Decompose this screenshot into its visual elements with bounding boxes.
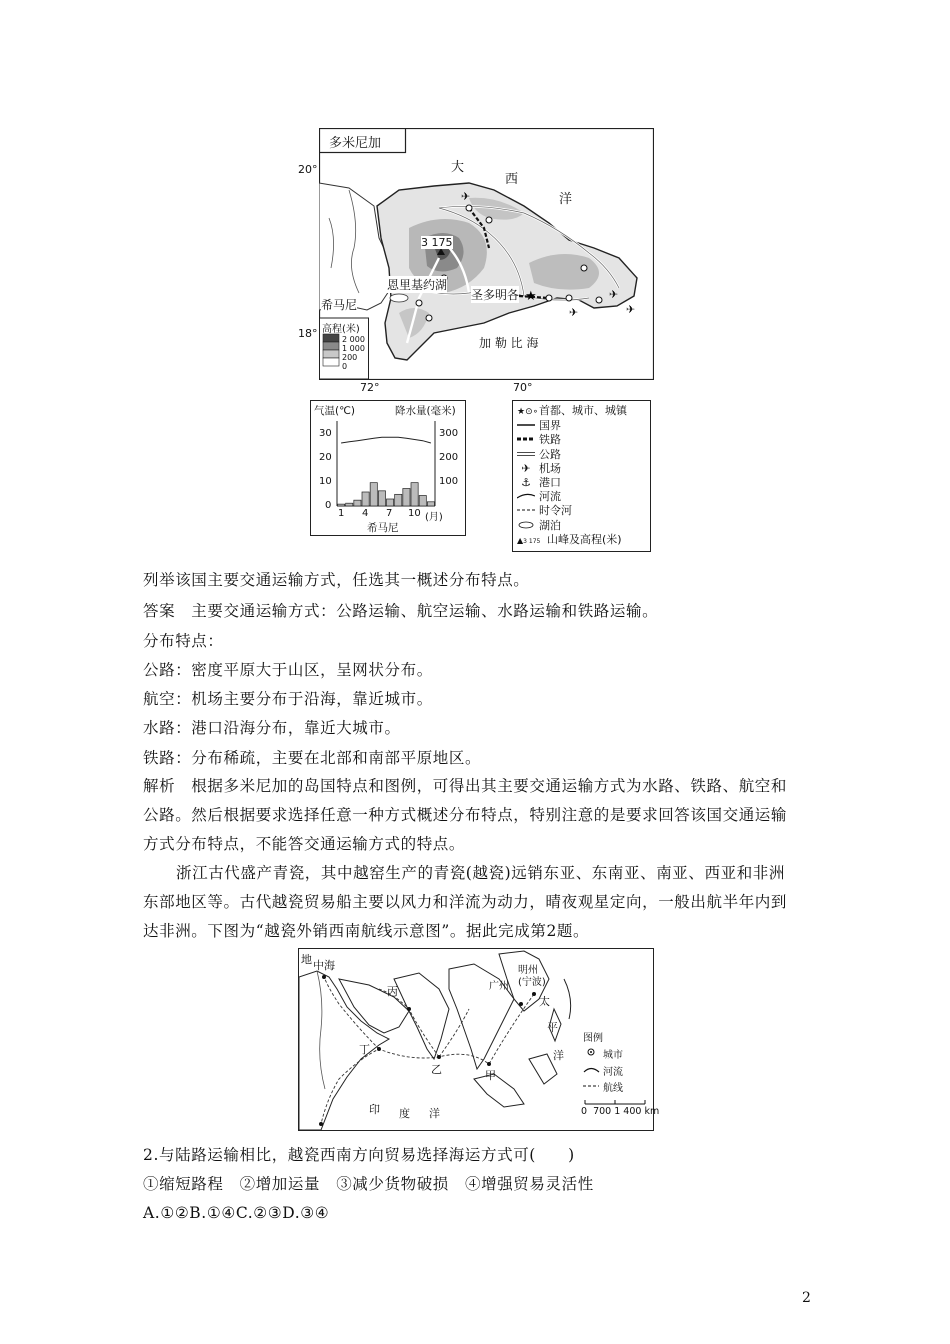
precip-bar xyxy=(346,503,353,506)
label-yang2: 洋 xyxy=(553,1049,564,1062)
legend-item xyxy=(517,533,627,549)
label-tai: 太 xyxy=(539,995,550,1008)
legend-symbol: ⚓ xyxy=(521,476,531,490)
precip-axis-label: 降水量(毫米) xyxy=(395,405,456,417)
legend-label: 时令河 xyxy=(539,504,572,518)
answer-line: 答案 主要交通运输方式：公路运输、航空运输、水路运输和铁路运输。 xyxy=(143,602,659,620)
elev-level-4: 0 xyxy=(342,362,348,371)
label-du: 度 xyxy=(399,1107,410,1120)
temp-tick-30: 30 xyxy=(319,428,332,439)
intro-line-2: 东部地区等。古代越瓷贸易船主要以风力和洋流为动力，晴夜观星定向，一般出航半年内到 xyxy=(143,893,788,911)
label-ding: 丁 xyxy=(359,1043,370,1056)
label-yin: 印 xyxy=(369,1103,380,1116)
legend-symbol: ✈ xyxy=(521,461,531,475)
precip-bar xyxy=(403,489,410,507)
elev-level-1: 2 000 xyxy=(342,335,365,344)
page-number: 2 xyxy=(802,1290,811,1306)
svg-text:✈: ✈ xyxy=(609,288,619,301)
label-yang: 洋 xyxy=(429,1107,440,1120)
elev-level-2: 1 000 xyxy=(342,344,365,353)
precip-bar xyxy=(338,504,345,506)
route-scale: 0 700 1 400 km xyxy=(581,1106,660,1117)
temp-tick-10: 10 xyxy=(319,476,332,487)
analysis-line-2: 公路。然后根据要求选择任意一种方式概述分布特点，特别注意的是要求回答该国交通运输 xyxy=(143,806,788,824)
legend-label: 首都、城市、城镇 xyxy=(539,404,627,417)
precip-bar xyxy=(362,492,369,506)
precip-tick-100: 100 xyxy=(439,476,459,487)
label-bing: 丙 xyxy=(387,985,398,998)
precip-bar xyxy=(354,500,361,506)
dist-road: 公路：密度平原大于山区，呈网状分布。 xyxy=(143,661,433,679)
precip-bar xyxy=(419,496,426,507)
legend-peak-sample: 3 175 xyxy=(523,537,541,545)
legend-label: 港口 xyxy=(539,476,561,490)
svg-text:✈: ✈ xyxy=(626,303,636,316)
month-tick-1: 1 xyxy=(338,508,345,519)
legend-symbol: ▲3 175 xyxy=(517,535,541,545)
dist-rail: 铁路：分布稀疏，主要在北部和南部平原地区。 xyxy=(143,749,482,767)
legend-label: 铁路 xyxy=(539,433,561,447)
ocean-label-1: 大 xyxy=(451,160,465,175)
analysis-line-3: 方式分布特点，不能答交通运输方式的特点。 xyxy=(143,835,466,853)
lat-label-18: 18° xyxy=(298,327,318,340)
lat-label-20: 20° xyxy=(298,163,318,176)
legend-label: 河流 xyxy=(539,490,561,504)
svg-text:✈: ✈ xyxy=(569,306,579,319)
precip-bar xyxy=(427,502,434,506)
precip-bar xyxy=(411,483,418,506)
precip-bar xyxy=(395,494,402,506)
sea-label: 加 勒 比 海 xyxy=(479,336,539,350)
precip-tick-200: 200 xyxy=(439,452,459,463)
question-2-choices: A.①②B.①④C.②③D.③④ xyxy=(143,1204,330,1222)
legend-symbol xyxy=(517,519,539,533)
station-label: 希马尼 xyxy=(367,522,399,534)
city-label: 希马尼 xyxy=(321,298,358,312)
ocean-label-3: 洋 xyxy=(559,192,573,207)
precip-bar xyxy=(370,483,377,506)
precip-bar xyxy=(387,499,394,506)
precip-tick-300: 300 xyxy=(439,428,459,439)
lon-label-70: 70° xyxy=(513,381,533,394)
temp-line xyxy=(341,437,431,443)
dist-air: 航空：机场主要分布于沿海，靠近城市。 xyxy=(143,690,433,708)
legend-symbol xyxy=(517,433,539,447)
dominican-map xyxy=(319,128,654,380)
dist-title: 分布特点： xyxy=(143,632,224,650)
month-tick-4: 4 xyxy=(362,508,369,519)
route-legend-river: 河流 xyxy=(603,1067,623,1078)
legend-item xyxy=(517,462,627,476)
month-tick-10: 10 xyxy=(408,508,421,519)
legend-label: 山峰及高程(米) xyxy=(547,532,622,546)
label-di: 地 xyxy=(301,953,312,966)
legend-symbol xyxy=(517,419,539,433)
legend-label: 国界 xyxy=(539,419,561,433)
legend-item xyxy=(517,448,627,462)
label-guangzhou: 广州 xyxy=(489,981,509,992)
capital-label: 圣多明各 xyxy=(471,288,520,302)
analysis-line-1: 解析 根据多米尼加的岛国特点和图例，可得出其主要交通运输方式为水路、铁路、航空和 xyxy=(143,777,788,795)
legend-label: 湖泊 xyxy=(539,518,561,532)
peak-label: 3 175 xyxy=(421,236,453,249)
month-unit: (月) xyxy=(425,512,443,523)
legend-symbol xyxy=(517,448,539,462)
elev-level-3: 200 xyxy=(342,353,358,362)
label-zhonghai: 中海 xyxy=(313,959,335,972)
legend-symbol xyxy=(517,490,539,504)
dist-water: 水路：港口沿海分布，靠近大城市。 xyxy=(143,719,401,737)
route-map xyxy=(298,948,660,1131)
precip-bar xyxy=(378,491,385,506)
label-yi: 乙 xyxy=(431,1063,442,1076)
legend-label: 公路 xyxy=(539,447,561,461)
map-title: 多米尼加 xyxy=(329,136,382,151)
legend-label: 机场 xyxy=(539,461,561,475)
legend-item xyxy=(517,504,627,518)
elev-legend-title: 高程(米) xyxy=(322,324,360,335)
svg-text:★: ★ xyxy=(525,289,537,304)
legend-symbol xyxy=(517,504,539,518)
climate-chart xyxy=(310,400,466,536)
legend-item xyxy=(517,433,627,447)
legend-item xyxy=(517,419,627,433)
legend-item xyxy=(517,519,627,533)
question-2-options: ①缩短路程 ②增加运量 ③减少货物破损 ④增强贸易灵活性 xyxy=(143,1175,594,1193)
temp-tick-20: 20 xyxy=(319,452,332,463)
temp-axis-label: 气温(℃) xyxy=(314,405,355,417)
label-ping: 平 xyxy=(547,1021,558,1034)
lon-label-72: 72° xyxy=(360,381,380,394)
legend-item xyxy=(517,490,627,504)
legend-symbol: ★⊙∘ xyxy=(517,407,539,417)
question-2: 2.与陆路运输相比，越瓷西南方向贸易选择海运方式可( ) xyxy=(143,1146,575,1164)
map-legend xyxy=(512,400,651,552)
intro-line-1: 浙江古代盛产青瓷，其中越窑生产的青瓷(越瓷)远销东亚、东南亚、南亚、西亚和非洲 xyxy=(176,864,785,882)
month-tick-7: 7 xyxy=(386,508,393,519)
label-mingzhou: 明州 xyxy=(518,965,538,976)
question-1: 列举该国主要交通运输方式，任选其一概述分布特点。 xyxy=(143,571,530,589)
label-ningbo: (宁波) xyxy=(518,977,546,988)
legend-item xyxy=(517,404,627,419)
intro-line-3: 达非洲。下图为“越瓷外销西南航线示意图”。据此完成第2题。 xyxy=(143,922,590,940)
route-legend-route: 航线 xyxy=(603,1083,623,1094)
lake-label: 恩里基约湖 xyxy=(387,278,448,292)
legend-item xyxy=(517,476,627,490)
label-jia: 甲 xyxy=(485,1069,496,1082)
ocean-label-2: 西 xyxy=(505,172,519,187)
svg-text:✈: ✈ xyxy=(461,190,471,203)
route-legend-city: 城市 xyxy=(603,1050,623,1061)
temp-tick-0: 0 xyxy=(325,500,332,511)
route-legend-title: 图例 xyxy=(583,1033,603,1044)
